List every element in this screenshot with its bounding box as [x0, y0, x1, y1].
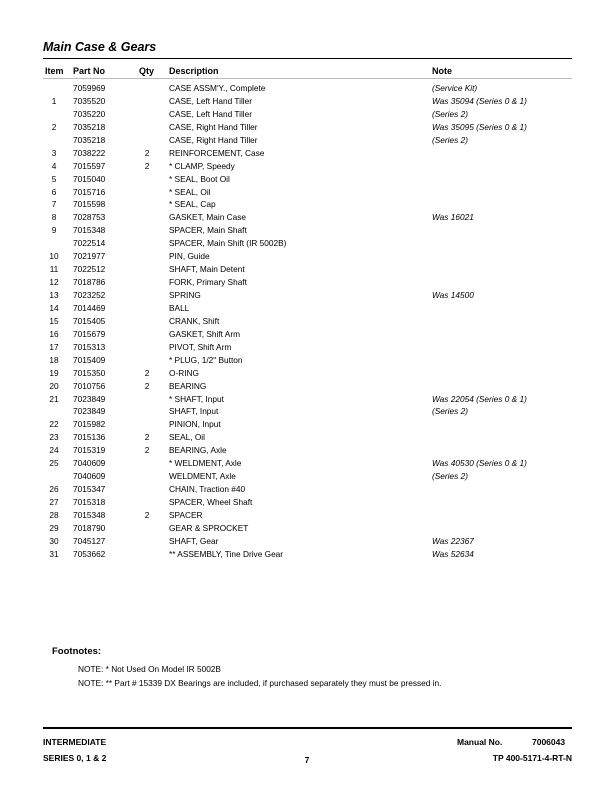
table-row — [0, 263, 612, 276]
cell-note: Was 22054 (Series 0 & 1) — [432, 393, 527, 404]
cell-item: 3 — [51, 147, 57, 158]
cell-part-no: 7010756 — [73, 380, 106, 391]
cell-part-no: 7018790 — [73, 522, 106, 533]
cell-part-no: 7015597 — [73, 160, 106, 171]
cell-part-no: 7015313 — [73, 341, 106, 352]
table-row — [0, 405, 612, 418]
table-row — [0, 444, 612, 457]
cell-part-no: 7022512 — [73, 264, 106, 275]
cell-note: Was 16021 — [432, 212, 474, 223]
cell-part-no: 7015318 — [73, 497, 106, 507]
cell-item: 11 — [49, 264, 59, 275]
cell-part-no: 7015348 — [73, 509, 106, 520]
cell-item: 25 — [49, 458, 59, 469]
cell-part-no: 7015405 — [73, 315, 106, 326]
cell-note: (Series 2) — [432, 108, 468, 119]
cell-description: CASE ASSM'Y., Complete — [169, 83, 266, 93]
table-row — [0, 496, 612, 509]
cell-part-no: 7053662 — [73, 548, 106, 559]
header-description: Description — [169, 66, 219, 76]
table-row — [0, 483, 612, 496]
tp-number: TP 400-5171-4-RT-N — [492, 753, 572, 763]
cell-description: * SEAL, Boot Oil — [169, 173, 230, 184]
table-row — [0, 328, 612, 341]
cell-part-no: 7059969 — [73, 83, 106, 93]
cell-part-no: 7021977 — [73, 251, 106, 262]
manual-number: 7006043 — [532, 737, 566, 747]
cell-item: 9 — [51, 225, 57, 236]
cell-item: 20 — [49, 380, 59, 391]
table-row — [0, 224, 612, 237]
header-rule — [43, 78, 572, 79]
cell-item: 2 — [51, 121, 57, 132]
cell-description: * CLAMP, Speedy — [169, 160, 235, 171]
header-item: Item — [45, 66, 64, 76]
cell-item: 21 — [49, 393, 59, 404]
cell-note: (Series 2) — [432, 471, 468, 482]
footnotes-title: Footnotes: — [52, 646, 102, 657]
cell-note: (Service Kit) — [432, 83, 478, 93]
cell-item: 31 — [49, 548, 59, 559]
cell-qty: 2 — [144, 380, 150, 391]
table-row — [0, 211, 612, 224]
cell-item: 24 — [49, 445, 59, 456]
cell-description: GEAR & SPROCKET — [169, 522, 249, 533]
cell-description: O-RING — [169, 367, 199, 378]
table-row — [0, 302, 612, 315]
cell-description: SPRING — [169, 290, 201, 300]
header-qty: Qty — [139, 66, 155, 76]
table-row — [0, 82, 612, 95]
cell-description: * SEAL, Oil — [169, 186, 211, 197]
cell-item: 22 — [49, 419, 59, 430]
cell-part-no: 7035520 — [73, 95, 106, 106]
cell-part-no: 7040609 — [73, 471, 106, 482]
cell-note: (Series 2) — [432, 134, 468, 145]
cell-note: Was 40530 (Series 0 & 1) — [432, 458, 527, 469]
cell-description: CASE, Right Hand Tiller — [169, 121, 258, 132]
table-row — [0, 198, 612, 211]
table-row — [0, 522, 612, 535]
cell-description: CASE, Left Hand Tiller — [169, 95, 253, 106]
cell-item: 1 — [51, 95, 57, 106]
cell-description: PINION, Input — [169, 419, 221, 430]
table-row — [0, 431, 612, 444]
cell-description: * SEAL, Cap — [169, 199, 216, 210]
cell-item: 10 — [49, 251, 59, 262]
cell-part-no: 7023252 — [73, 290, 106, 300]
cell-description: SPACER, Main Shift (IR 5002B) — [169, 238, 287, 249]
cell-part-no: 7028753 — [73, 212, 106, 223]
cell-item: 6 — [51, 186, 57, 197]
cell-description: * PLUG, 1/2" Button — [169, 354, 243, 365]
cell-part-no: 7035218 — [73, 121, 106, 132]
cell-description: BALL — [169, 302, 190, 313]
cell-note: Was 22367 — [432, 535, 474, 546]
table-row — [0, 108, 612, 121]
cell-item: 13 — [49, 290, 59, 300]
cell-item: 18 — [49, 354, 59, 365]
cell-description: SPACER — [169, 509, 203, 520]
table-row — [0, 237, 612, 250]
cell-qty: 2 — [144, 367, 150, 378]
table-row — [0, 354, 612, 367]
cell-description: WELDMENT, Axle — [169, 471, 236, 482]
cell-note: Was 35094 (Series 0 & 1) — [432, 95, 527, 106]
cell-description: SHAFT, Input — [169, 406, 219, 417]
cell-part-no: 7015347 — [73, 484, 106, 495]
cell-part-no: 7040609 — [73, 458, 106, 469]
cell-description: SHAFT, Gear — [169, 535, 219, 546]
cell-qty: 2 — [144, 509, 150, 520]
cell-description: SPACER, Main Shaft — [169, 225, 247, 236]
cell-part-no: 7022514 — [73, 238, 106, 249]
cell-description: BEARING — [169, 380, 207, 391]
table-row — [0, 160, 612, 173]
cell-part-no: 7023849 — [73, 406, 106, 417]
cell-item: 28 — [49, 509, 59, 520]
table-row — [0, 548, 612, 561]
cell-description: ** ASSEMBLY, Tine Drive Gear — [169, 548, 284, 559]
cell-part-no: 7035220 — [73, 108, 106, 119]
cell-part-no: 7015348 — [73, 225, 106, 236]
cell-description: CRANK, Shift — [169, 315, 220, 326]
cell-description: REINFORCEMENT, Case — [169, 147, 265, 158]
cell-item: 15 — [49, 315, 59, 326]
parts-table — [0, 82, 612, 561]
table-row — [0, 341, 612, 354]
table-row — [0, 147, 612, 160]
table-row — [0, 380, 612, 393]
cell-description: CHAIN, Traction #40 — [169, 484, 246, 495]
cell-item: 29 — [49, 522, 59, 533]
cell-part-no: 7035218 — [73, 134, 106, 145]
cell-description: PIN, Guide — [169, 251, 210, 262]
cell-description: SHAFT, Main Detent — [169, 264, 245, 275]
cell-part-no: 7015982 — [73, 419, 106, 430]
cell-part-no: 7015409 — [73, 354, 106, 365]
cell-item: 5 — [51, 173, 57, 184]
cell-part-no: 7015350 — [73, 367, 106, 378]
cell-item: 27 — [49, 497, 59, 507]
header-part-no: Part No — [73, 66, 106, 76]
cell-part-no: 7015679 — [73, 328, 106, 339]
cell-qty: 2 — [144, 445, 150, 456]
cell-part-no: 7015319 — [73, 445, 106, 456]
footer-model: INTERMEDIATE — [43, 737, 107, 747]
cell-description: BEARING, Axle — [169, 445, 227, 456]
table-row — [0, 134, 612, 147]
table-row — [0, 95, 612, 108]
cell-description: GASKET, Main Case — [169, 212, 247, 223]
cell-description: CASE, Left Hand Tiller — [169, 108, 253, 119]
cell-qty: 2 — [144, 147, 150, 158]
cell-item: 14 — [49, 302, 59, 313]
manual-label: Manual No. — [457, 737, 503, 747]
table-row — [0, 121, 612, 134]
cell-item: 30 — [49, 535, 59, 546]
cell-description: * WELDMENT, Axle — [169, 458, 242, 469]
cell-part-no: 7018786 — [73, 277, 106, 288]
title-rule — [43, 58, 572, 59]
cell-description: FORK, Primary Shaft — [169, 277, 247, 288]
cell-description: SEAL, Oil — [169, 432, 205, 443]
cell-part-no: 7015136 — [73, 432, 106, 443]
cell-item: 4 — [51, 160, 57, 171]
cell-qty: 2 — [144, 160, 150, 171]
cell-note: (Series 2) — [432, 406, 468, 417]
cell-description: CASE, Right Hand Tiller — [169, 134, 258, 145]
cell-part-no: 7045127 — [73, 535, 106, 546]
cell-description: * SHAFT, Input — [169, 393, 224, 404]
table-row — [0, 418, 612, 431]
table-header — [0, 66, 612, 78]
cell-note: Was 14500 — [432, 290, 474, 300]
cell-part-no: 7015040 — [73, 173, 106, 184]
cell-qty: 2 — [144, 432, 150, 443]
cell-item: 16 — [49, 328, 59, 339]
footnote-2: NOTE: ** Part # 15339 DX Bearings are included, if purchased separately they must be pressed in. — [78, 678, 442, 688]
cell-part-no: 7038222 — [73, 147, 106, 158]
page-title: Main Case & Gears — [43, 40, 157, 54]
footnote-1: NOTE: * Not Used On Model IR 5002B — [78, 664, 221, 674]
cell-item: 26 — [49, 484, 59, 495]
page-number: 7 — [304, 755, 310, 765]
header-note: Note — [432, 66, 452, 76]
cell-description: PIVOT, Shift Arm — [169, 341, 232, 352]
table-row — [0, 250, 612, 263]
table-row — [0, 315, 612, 328]
table-row — [0, 289, 612, 302]
cell-note: Was 35095 (Series 0 & 1) — [432, 121, 527, 132]
footer-series: SERIES 0, 1 & 2 — [43, 753, 107, 763]
table-row — [0, 173, 612, 186]
table-row — [0, 457, 612, 470]
table-row — [0, 509, 612, 522]
cell-item: 8 — [51, 212, 57, 223]
table-row — [0, 367, 612, 380]
cell-part-no: 7023849 — [73, 393, 106, 404]
footer-rule — [43, 727, 572, 729]
table-row — [0, 393, 612, 406]
cell-part-no: 7014469 — [73, 302, 106, 313]
cell-item: 19 — [49, 367, 59, 378]
cell-item: 7 — [51, 199, 57, 210]
table-row — [0, 186, 612, 199]
cell-description: GASKET, Shift Arm — [169, 328, 241, 339]
cell-part-no: 7015598 — [73, 199, 106, 210]
cell-item: 23 — [49, 432, 59, 443]
table-row — [0, 470, 612, 483]
table-row — [0, 535, 612, 548]
cell-item: 17 — [49, 341, 59, 352]
cell-part-no: 7015716 — [73, 186, 106, 197]
table-row — [0, 276, 612, 289]
cell-note: Was 52634 — [432, 548, 474, 559]
cell-item: 12 — [49, 277, 59, 288]
cell-description: SPACER, Wheel Shaft — [169, 497, 253, 507]
